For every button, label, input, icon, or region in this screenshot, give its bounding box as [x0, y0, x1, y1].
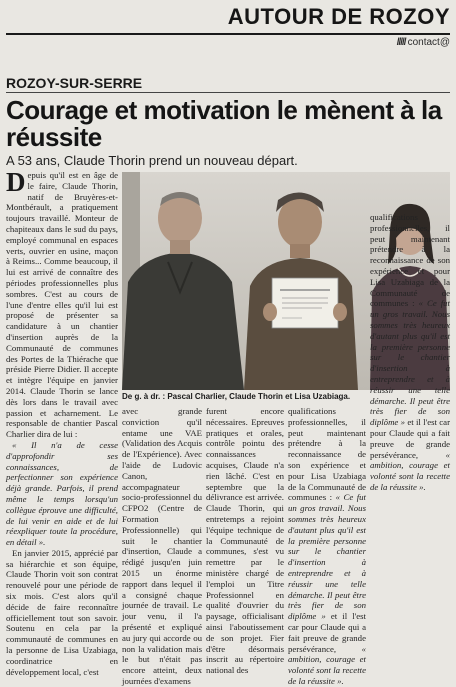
column-4-quote-continued: « Ce fut un gros travail. Nous sommes très heureux d'autant plus qu'il est la première personne sur le chantier d'insertion à entreprendre et à réussir une telle démarche. Il peut être très fier de son diplôme » — [370, 298, 451, 428]
column-4-end-continued: et il l'est car pour Claude qui a fait preuve de grande persévérance, — [370, 417, 450, 460]
article-subheadline: A 53 ans, Claude Thorin prend un nouveau départ. — [6, 153, 298, 168]
article-location: ROZOY-SUR-SERRE — [6, 75, 143, 91]
article-column-5 — [370, 212, 451, 600]
location-rule — [6, 92, 450, 93]
dropcap: D — [6, 167, 26, 197]
column-2-text: avec grande conviction qu'il entame une VAE (Validation des Acquis de l'Expérience). Avec l'aide de Ludovic Canon, accompagnateur socio-professionnel du CFPO2 (Centre de Formation Professionnelle) qui suit le chantier d'insertion, Claude a rédigé jusqu'en juin 2015 un énorme rapport dans lequel il a consigné chaque journée de travail. Le jour venu, il l'a présenté et expliqué au jury qui accorde ou non la validation mais le but n'était pas encore atteint, deux journées d'examens — [122, 406, 202, 686]
header-rule — [6, 33, 450, 35]
column-3-text: furent encore nécessaires. Epreuves pratiques et orales, contrôle pointu des connaissances acquises, Claude n'a rien lâché. C'est en septembre que la délivrance est arrivée. Claude Thorin, qui entretemps a rejoint l'équipe technique de la Communauté de communes, s'est vu remettre par le ministère chargé de l'emploi un Titre Professionnel en qualité d'ouvrier du paysage, officialisant ainsi l'aboutissement de son projet. Fier d'être désormais inscrit au répertoire national des — [206, 406, 284, 676]
column-4-text: qualifications professionnelles, il peut maintenant prétendre à la reconnaissance de son expérience et pour Lisa Uzabiaga de la Communauté de communes : — [288, 406, 366, 503]
contact-label: contact@ — [407, 37, 450, 48]
article-column-left — [6, 167, 118, 677]
article-column-4 — [288, 406, 367, 686]
header-slashes: ///// — [396, 37, 406, 48]
section-title: AUTOUR DE ROZOY — [227, 4, 450, 29]
column-4-quote: « Ce fut un gros travail. Nous sommes très heureux d'autant plus qu'il est la première personne sur le chantier d'insertion à entreprendre et à réussir une telle démarche. Il peut être très fier de son diplôme » — [288, 492, 367, 622]
column-4-quote-2-continued: « ambition, courage et volonté sont la recette de la réussite ». — [370, 449, 450, 492]
article-column-3 — [206, 406, 284, 676]
article-headline: Courage et motivation le mènent à la réussite — [6, 95, 442, 152]
column-4-end: et il l'est car pour Claude qui a fait preuve de grande persévérance, — [288, 611, 366, 654]
photo-caption: De g. à dr. : Pascal Charlier, Claude Thorin et Lisa Uzabiaga. — [122, 392, 351, 401]
article-column-2 — [122, 406, 202, 686]
diploma-certificate — [263, 278, 347, 328]
column-4-text-continued: qualifications professionnelles, il peut maintenant prétendre à la reconnaissance de son expérience et pour Lisa Uzabiaga de la Communauté de communes : — [370, 212, 450, 309]
left-paragraph-1: epuis qu'il est en âge de le faire, Claude Thorin, natif de Bruyères-et-Montbérault, a pratiquement toujours travaillé. Monteur de chapiteaux dans le sud du pays, employé communal en espaces verts, ouvrier en usine, maçon à Reims... Comme beaucoup, il lui est arrivé de connaître des périodes professionnelles plus sombres. C'est au cours de l'une d'entre elles qu'il lui est proposé de présenter sa candidature à un chantier d'insertion auprès de la Communauté de communes des Portes de la Thiérache que préside Pierre Didier. Il accepte et intègre l'équipe en janvier 2014. Claude Thorin se lance dès lors dans le travail avec passion et acharnement. Le responsable de chantier Pascal Charlier dira de lui : — [6, 170, 118, 440]
header-contact — [397, 37, 450, 48]
left-quote: « Il n'a de cesse d'approfondir ses connaissances, de perfectionner son expérience déjà grande. Parfois, il prend même le temps lorsqu'un collègue éprouve une difficulté, de lui venir en aide et de lui réexpliquer toute la procédure, en détail ». — [6, 439, 118, 548]
column-4-quote-2: « ambition, courage et volonté sont la recette de la réussite ». — [288, 643, 366, 686]
left-paragraph-2: En janvier 2015, apprécié par sa hiérarchie et son équipe, Claude Thorin voit son contrat renouvelé pour une période de six mois. C'est alors qu'il décide de faire reconnaître officiellement tout son savoir. Soutenu en cela par la communauté de communes en la personne de Lisa Uzabiaga, coordinatrice en développement local, c'est — [6, 547, 118, 677]
